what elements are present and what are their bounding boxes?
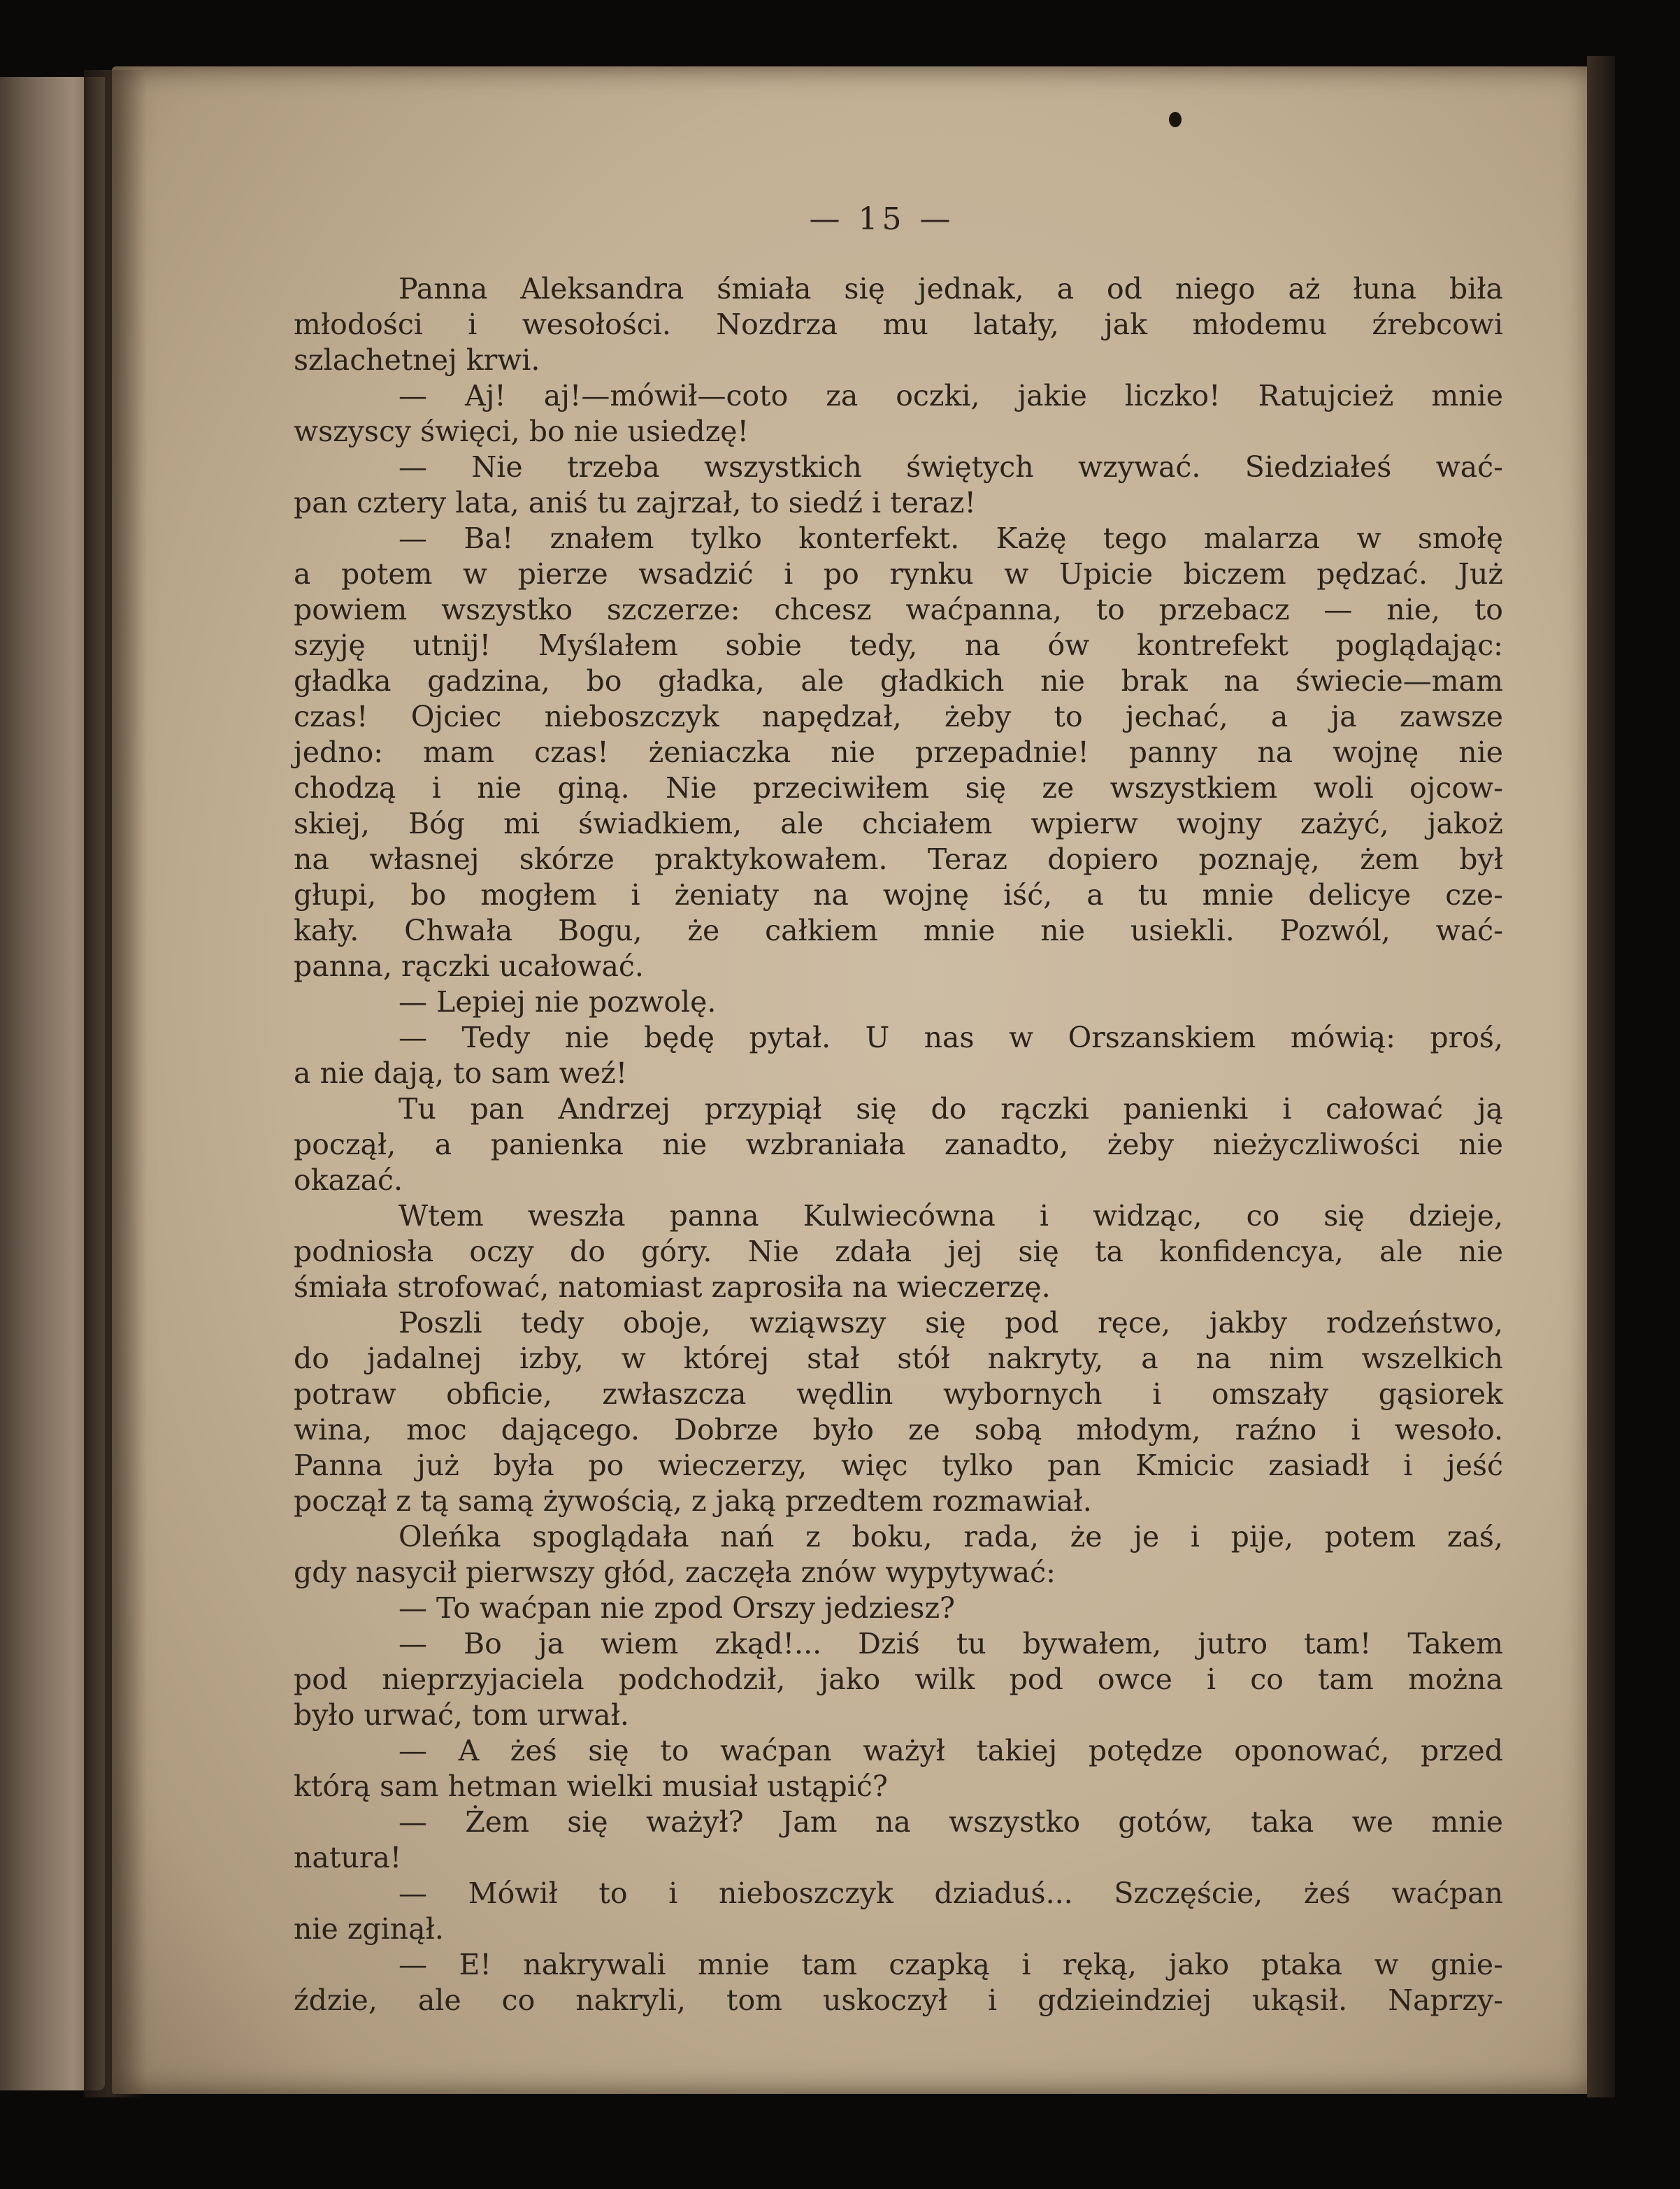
text-line: natura!	[294, 1841, 402, 1874]
text-line: pan cztery lata, aniś tu zajrzał, to siedź i teraz!	[294, 486, 976, 519]
text-line: — E! nakrywali mnie tam czapką i ręką, jako ptaka w gnie-	[399, 1948, 1503, 1981]
text-line: głupi, bo mogłem i żeniaty na wojnę iść, a tu mnie delicye cze-	[294, 878, 1503, 912]
text-line: potraw obficie, zwłaszcza wędlin wybornych i omszały gąsiorek	[294, 1377, 1503, 1411]
text-line: młodości i wesołości. Nozdrza mu latały, jak młodemu źrebcowi	[294, 308, 1503, 341]
text-line: — Żem się ważył? Jam na wszystko gotów, taka we mnie	[399, 1805, 1503, 1839]
text-line: — Aj! aj!—mówił—coto za oczki, jakie liczko! Ratujcież mnie	[399, 379, 1503, 412]
text-line: Oleńka spoglądała nań z boku, rada, że je i pije, potem zaś,	[399, 1520, 1503, 1553]
page-gutter-shadow	[84, 70, 147, 2097]
text-line: — Tedy nie będę pytał. U nas w Orszanskiem mówią: proś,	[399, 1021, 1503, 1054]
text-line: a nie dają, to sam weź!	[294, 1056, 628, 1090]
text-line: wina, moc dającego. Dobrze było ze sobą młodym, raźno i wesoło.	[294, 1413, 1503, 1447]
text-line: Poszli tedy oboje, wziąwszy się pod ręce, jakby rodzeństwo,	[399, 1306, 1503, 1340]
text-line: kały. Chwała Bogu, że całkiem mnie nie usiekli. Pozwól, wać-	[294, 914, 1503, 947]
text-line: śmiała strofować, natomiast zaprosiła na wieczerzę.	[294, 1270, 1051, 1304]
text-line: wszyscy święci, bo nie usiedzę!	[294, 415, 749, 448]
text-line: począł z tą samą żywością, z jaką przedtem rozmawiał.	[294, 1484, 1092, 1518]
text-line: — To waćpan nie zpod Orszy jedziesz?	[399, 1591, 956, 1625]
page-number: — 15 —	[809, 201, 955, 237]
text-line: nie zginął.	[294, 1912, 444, 1946]
text-line: — Nie trzeba wszystkich świętych wzywać. Siedziałeś wać-	[399, 450, 1503, 484]
text-line: gdy nasycił pierwszy głód, zaczęła znów wypytywać:	[294, 1556, 1056, 1589]
text-line: pod nieprzyjaciela podchodził, jako wilk pod owce i co tam można	[294, 1663, 1503, 1696]
text-line: — Lepiej nie pozwolę.	[399, 985, 717, 1019]
text-line: a potem w pierze wsadzić i po rynku w Upicie biczem pędzać. Już	[294, 557, 1503, 591]
text-line: skiej, Bóg mi świadkiem, ale chciałem wpierw wojny zażyć, jakoż	[294, 807, 1503, 840]
text-line: — A żeś się to waćpan ważył takiej potędze oponować, przed	[399, 1734, 1503, 1767]
text-line: okazać.	[294, 1163, 403, 1197]
text-line: chodzą i nie giną. Nie przeciwiłem się ze wszystkiem woli ojcow-	[294, 771, 1503, 805]
text-line: do jadalnej izby, w której stał stół nakryty, a na nim wszelkich	[294, 1342, 1503, 1375]
text-line: począł, a panienka nie wzbraniała zanadto, żeby nieżyczliwości nie	[294, 1128, 1503, 1161]
text-line: było urwać, tom urwał.	[294, 1698, 629, 1732]
text-line: Wtem weszła panna Kulwiecówna i widząc, co się dzieje,	[399, 1199, 1503, 1233]
text-line: podniosła oczy do góry. Nie zdała jej się ta konfidencya, ale nie	[294, 1235, 1503, 1268]
text-line: którą sam hetman wielki musiał ustąpić?	[294, 1770, 888, 1803]
text-line: szlachetnej krwi.	[294, 343, 540, 377]
text-line: ździe, ale co nakryli, tom uskoczył i gdzieindziej ukąsił. Naprzy-	[294, 1983, 1503, 2017]
text-line: gładka gadzina, bo gładka, ale gładkich nie brak na świecie—mam	[294, 664, 1503, 698]
text-line: — Ba! znałem tylko konterfekt. Każę tego malarza w smołę	[399, 522, 1503, 555]
text-line: — Mówił to i nieboszczyk dziaduś... Szczęście, żeś waćpan	[399, 1876, 1503, 1910]
text-line: szyję utnij! Myślałem sobie tedy, na ów kontrefekt poglądając:	[294, 629, 1503, 662]
text-line: jedno: mam czas! żeniaczka nie przepadnie! panny na wojnę nie	[294, 735, 1503, 769]
text-line: Panna już była po wieczerzy, więc tylko pan Kmicic zasiadł i jeść	[294, 1449, 1503, 1482]
text-line: Tu pan Andrzej przypiął się do rączki panienki i całować ją	[399, 1092, 1503, 1126]
text-line: czas! Ojciec nieboszczyk napędzał, żeby to jechać, a ja zawsze	[294, 700, 1503, 733]
text-line: powiem wszystko szczerze: chcesz waćpanna, to przebacz — nie, to	[294, 593, 1503, 626]
text-line: — Bo ja wiem zkąd!... Dziś tu bywałem, jutro tam! Takem	[399, 1627, 1503, 1660]
page-right-edge	[1587, 56, 1615, 2097]
text-line: Panna Aleksandra śmiała się jednak, a od niego aż łuna biła	[399, 272, 1503, 306]
text-line: na własnej skórze praktykowałem. Teraz dopiero poznaję, żem był	[294, 842, 1503, 876]
page-body-text	[294, 271, 1503, 2018]
text-line: panna, rączki ucałować.	[294, 949, 644, 983]
ink-dot-mark	[1169, 112, 1182, 127]
